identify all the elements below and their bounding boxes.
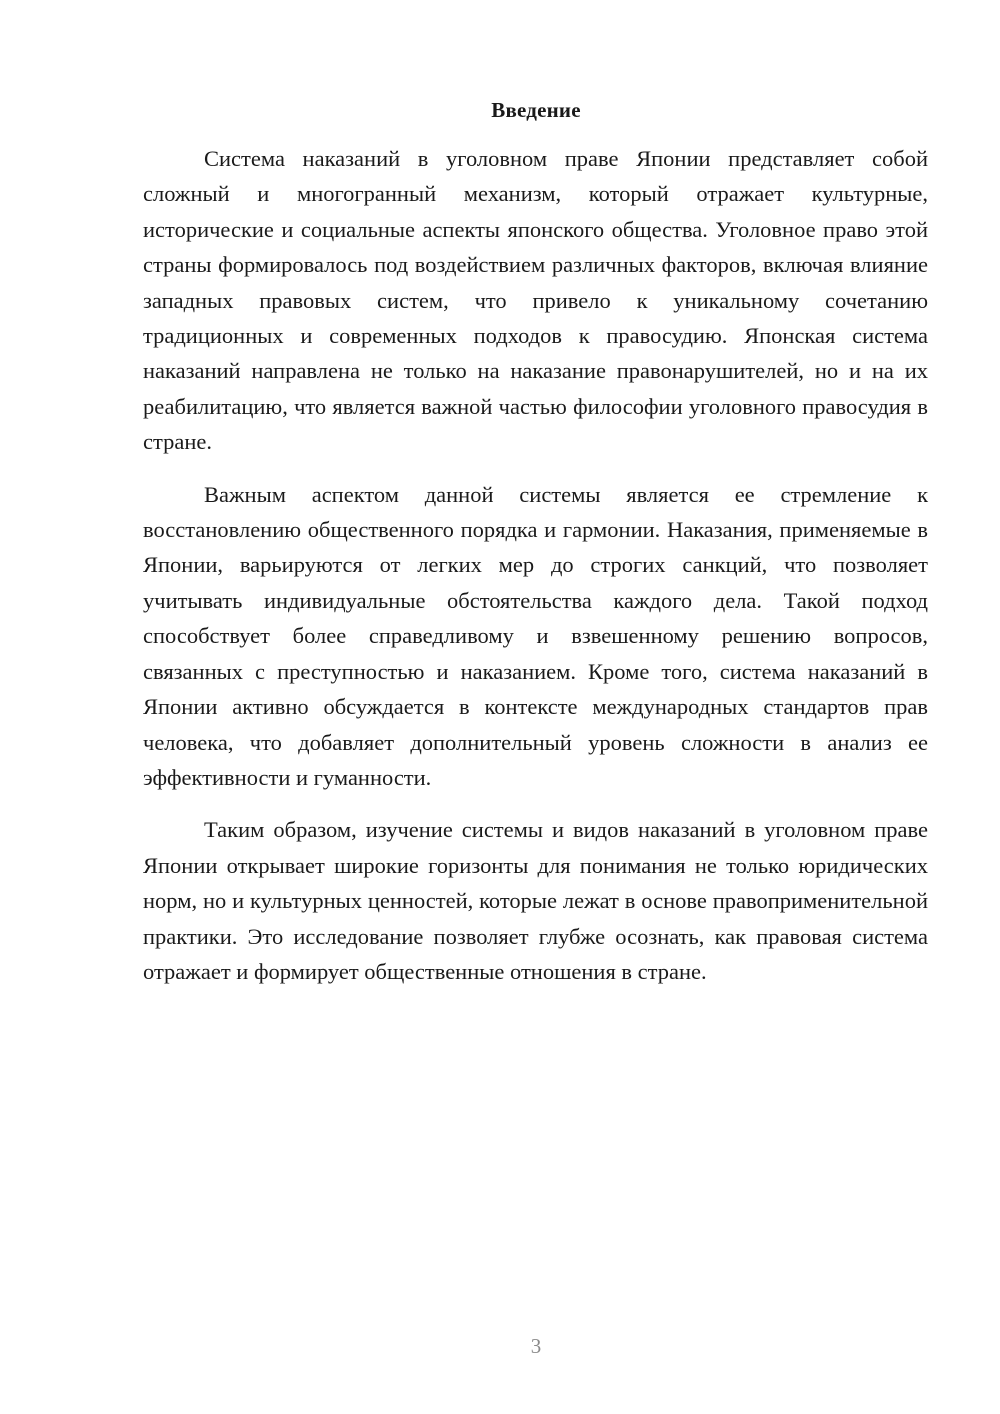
paragraph-3: Таким образом, изучение системы и видов наказаний в уголовном праве Японии открывает широкие горизонты для понимания не только юридических норм, но и культурных ценностей, которые лежат в основе правоприменительной практики. Это исследование позволяет глубже осознать, как правовая система отражает и формирует общественные отношения в стране. — [143, 817, 928, 984]
section-heading: Введение — [491, 98, 581, 122]
body-text — [143, 141, 928, 1006]
paragraph-2: Важным аспектом данной системы является ее стремление к восстановлению общественного порядка и гармонии. Наказания, применяемые в Японии, варьируются от легких мер до строгих санкций, что позволяет учитывать индивидуальные обстоятельства каждого дела. Такой подход способствует более справедливому и взвешенному решению вопросов, связанных с преступностью и наказанием. Кроме того, система наказаний в Японии активно обсуждается в контексте международных стандартов прав человека, что добавляет дополнительный уровень сложности в анализ ее эффективности и гуманности. — [143, 481, 928, 790]
paragraph-1: Система наказаний в уголовном праве Японии представляет собой сложный и многогранный механизм, который отражает культурные, исторические и социальные аспекты японского общества. Уголовное право этой страны формировалось под воздействием различных факторов, включая влияние западных правовых систем, что привело к уникальному сочетанию традиционных и современных подходов к правосудию. Японская система наказаний направлена не только на наказание правонарушителей, но и на их реабилитацию, что является важной частью философии уголовного правосудия в стране. — [143, 146, 928, 455]
page-number: 3 — [530, 1334, 542, 1358]
